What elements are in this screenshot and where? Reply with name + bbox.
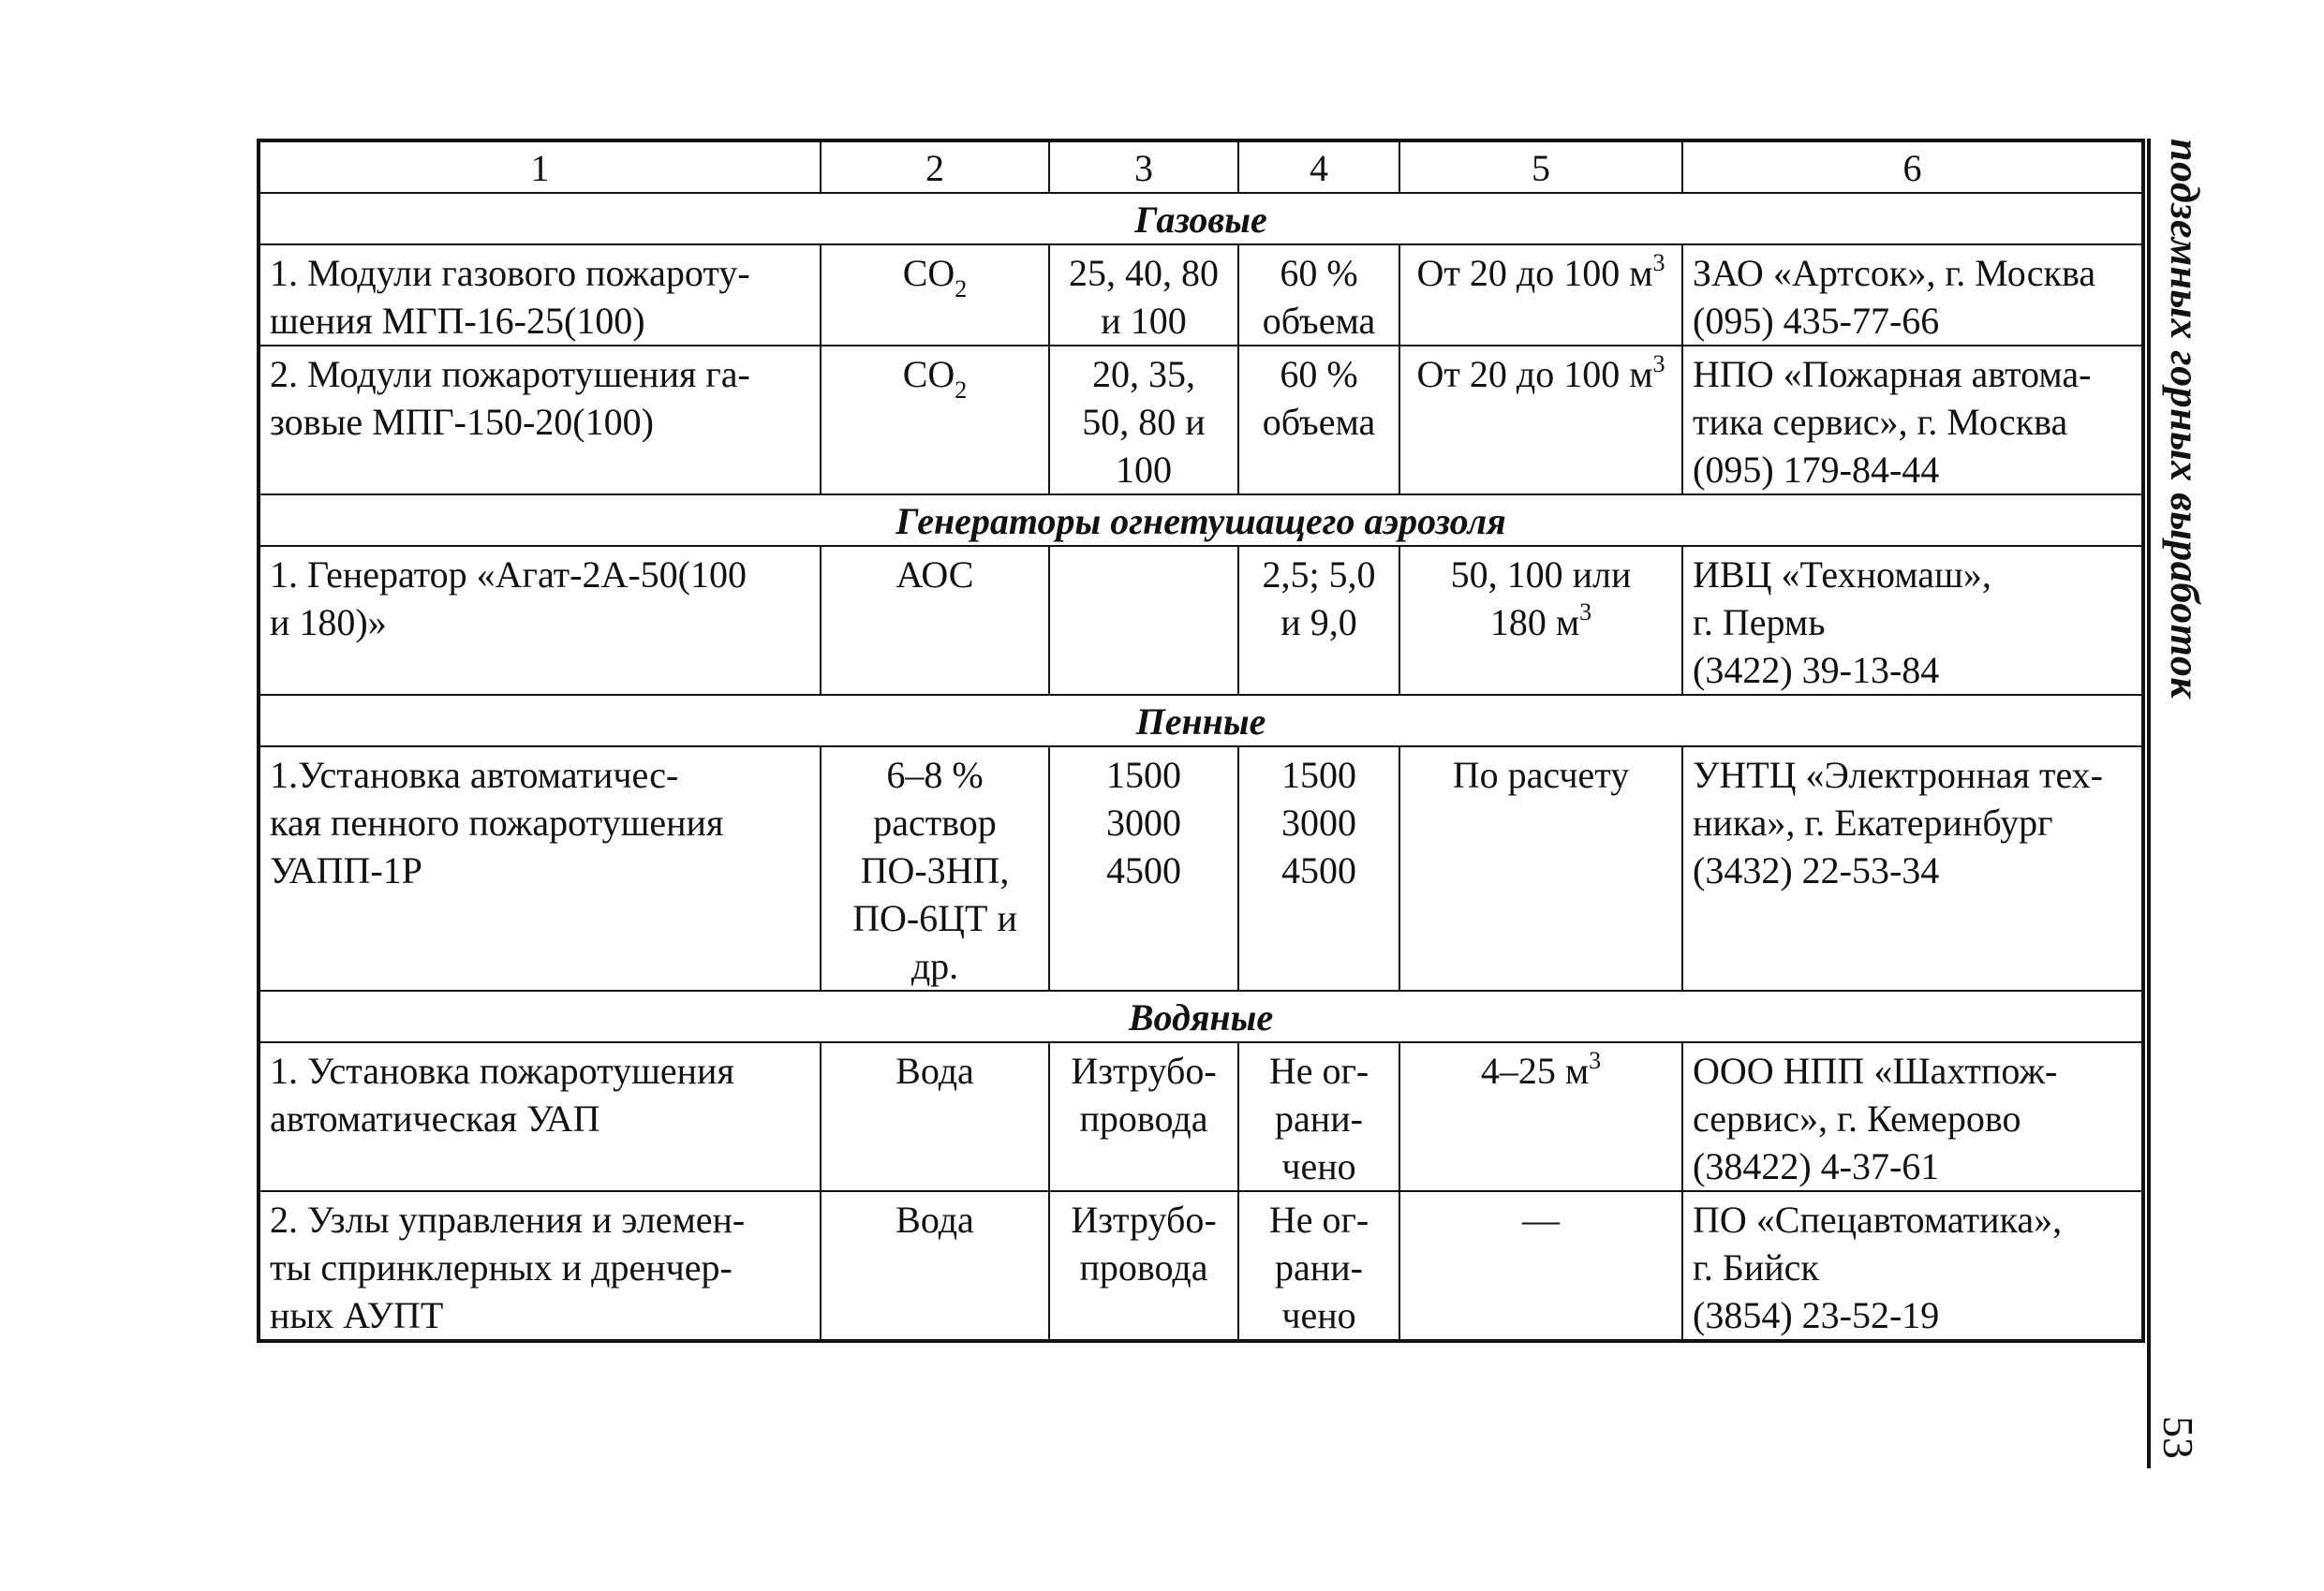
column-number-row <box>259 140 2143 193</box>
col5-cell: 4–25 $м^3$ <box>1399 1042 1682 1191</box>
col4-cell: 1500 3000 4500 <box>1238 746 1399 991</box>
section-header-gas <box>259 193 2143 244</box>
section-title: Пенные <box>259 695 2143 746</box>
agent-cell: АОС <box>821 546 1049 695</box>
manufacturer-cell: ИВЦ «Техномаш», г. Пермь (3422) 39-13-84 <box>1682 546 2143 695</box>
agent-cell: $CO_2$ <box>821 346 1049 494</box>
product-name-cell: 1. Модули газового пожароту- шения МГП-16-25(100) <box>259 244 821 346</box>
section-title: Генераторы огнетушащего аэрозоля <box>259 494 2143 546</box>
table-row <box>259 746 2143 991</box>
col5-cell: От 20 до 100 $м^3$ <box>1399 244 1682 346</box>
page-number-text: 53 <box>2154 1416 2202 1459</box>
col4-cell: Не ог- рани- чено <box>1238 1191 1399 1341</box>
page-number <box>2154 1416 2207 1481</box>
equipment-table <box>257 139 2145 1343</box>
col3-cell: 25, 40, 80 и 100 <box>1049 244 1238 346</box>
column-number: 6 <box>1682 140 2143 193</box>
agent-cell: $CO_2$ <box>821 244 1049 346</box>
table-row <box>259 346 2143 494</box>
product-name-cell: 1. Установка пожаротушения автоматическая УАП <box>259 1042 821 1191</box>
manufacturer-cell: ЗАО «Артсок», г. Москва (095) 435-77-66 <box>1682 244 2143 346</box>
column-number: 1 <box>259 140 821 193</box>
product-name-cell: 1. Генератор «Агат-2А-50(100 и 180)» <box>259 546 821 695</box>
col5-cell: По расчету <box>1399 746 1682 991</box>
col3-cell: 1500 3000 4500 <box>1049 746 1238 991</box>
manufacturer-cell: НПО «Пожарная автома- тика сервис», г. Москва (095) 179-84-44 <box>1682 346 2143 494</box>
section-header-aerosol <box>259 494 2143 546</box>
table-row <box>259 1042 2143 1191</box>
agent-cell: Вода <box>821 1042 1049 1191</box>
col5-cell: — <box>1399 1191 1682 1341</box>
col5-cell: 50, 100 или 180 $м^3$ <box>1399 546 1682 695</box>
col4-cell: 60 % объема <box>1238 244 1399 346</box>
product-name-cell: 2. Узлы управления и элемен- ты спринклерных и дренчер- ных АУПТ <box>259 1191 821 1341</box>
col4-cell: Не ог- рани- чено <box>1238 1042 1399 1191</box>
section-title: Газовые <box>259 193 2143 244</box>
col3-cell: Изтрубо- провода <box>1049 1042 1238 1191</box>
col5-cell: От 20 до 100 $м^3$ <box>1399 346 1682 494</box>
table-row <box>259 1191 2143 1341</box>
product-name-cell: 2. Модули пожаротушения га- зовые МПГ-150-20(100) <box>259 346 821 494</box>
col4-cell: 2,5; 5,0 и 9,0 <box>1238 546 1399 695</box>
section-title: Водяные <box>259 991 2143 1042</box>
manufacturer-cell: ПО «Спецавтоматика», г. Бийск (3854) 23-52-19 <box>1682 1191 2143 1341</box>
manufacturer-cell: ООО НПП «Шахтпож- сервис», г. Кемерово (38422) 4-37-61 <box>1682 1042 2143 1191</box>
agent-cell: Вода <box>821 1191 1049 1341</box>
agent-cell: 6–8 % раствор ПО-3НП, ПО-6ЦТ и др. <box>821 746 1049 991</box>
column-number: 3 <box>1049 140 1238 193</box>
column-number: 4 <box>1238 140 1399 193</box>
column-number: 2 <box>821 140 1049 193</box>
running-header <box>2151 139 2211 850</box>
col4-cell: 60 % объема <box>1238 346 1399 494</box>
col3-cell: 20, 35, 50, 80 и 100 <box>1049 346 1238 494</box>
manufacturer-cell: УНТЦ «Электронная тех- ника», г. Екатеринбург (3432) 22-53-34 <box>1682 746 2143 991</box>
running-header-text: подземных горных выработок <box>2162 139 2208 700</box>
table-row <box>259 244 2143 346</box>
col3-cell <box>1049 546 1238 695</box>
table-row <box>259 546 2143 695</box>
col3-cell: Изтрубо- провода <box>1049 1191 1238 1341</box>
section-header-water <box>259 991 2143 1042</box>
column-number: 5 <box>1399 140 1682 193</box>
section-header-foam <box>259 695 2143 746</box>
product-name-cell: 1.Установка автоматичес- кая пенного пожаротушения УАПП-1Р <box>259 746 821 991</box>
